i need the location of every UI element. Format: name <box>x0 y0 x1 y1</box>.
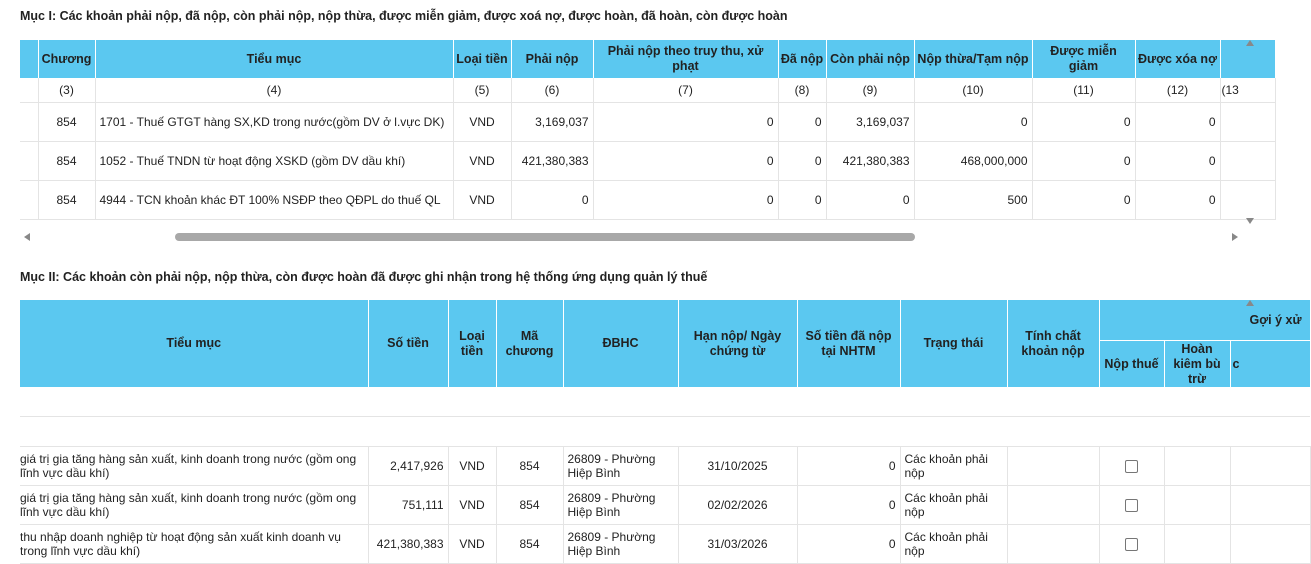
scroll-up-arrow-icon[interactable] <box>1246 300 1254 306</box>
cell-nop-thua: 468,000,000 <box>914 142 1032 181</box>
index-cell: (5) <box>453 78 511 103</box>
table-row <box>20 142 1275 181</box>
header-nop-thue[interactable]: Nộp thuế <box>1099 341 1164 388</box>
cell-phai-nop: 0 <box>511 181 593 220</box>
header-clipped-c: c <box>1230 341 1310 388</box>
cell-tieu-muc: giá trị gia tăng hàng sản xuất, kinh doanh trong nước (gồm ong lĩnh vực dầu khí) <box>20 486 368 525</box>
header-tinh-chat[interactable]: Tính chất khoản nộp <box>1007 300 1099 387</box>
cell-con-phai-nop: 0 <box>826 181 914 220</box>
cell-xoa-no: 0 <box>1135 181 1220 220</box>
index-cell: (13 <box>1220 78 1275 103</box>
cell-clipped <box>1230 525 1310 564</box>
section-1-table <box>20 40 1276 220</box>
index-cell: (3) <box>38 78 95 103</box>
section-1-table-container[interactable] <box>20 40 1242 220</box>
header-so-tien[interactable]: Số tiền <box>368 300 448 387</box>
cell-hoan-kiem-bu-tru <box>1164 525 1230 564</box>
cell-truy-thu: 0 <box>593 181 778 220</box>
cell-hoan-kiem-bu-tru <box>1164 486 1230 525</box>
cell-trang-thai: Các khoản phải nộp <box>900 525 1007 564</box>
row-cell-clipped <box>20 103 38 142</box>
cell-loai-tien: VND <box>448 525 496 564</box>
header-goi-y: Gợi ý xử <box>1099 300 1310 341</box>
section-1-header-row <box>20 40 1275 78</box>
cell-ma-chuong: 854 <box>496 525 563 564</box>
cell-chuong: 854 <box>38 103 95 142</box>
cell-so-tien: 2,417,926 <box>368 447 448 486</box>
blank-row <box>20 387 1310 417</box>
index-cell: (4) <box>95 78 453 103</box>
cell-so-tien-nhtm: 0 <box>797 447 900 486</box>
scroll-left-arrow-icon[interactable] <box>24 233 30 241</box>
table-row <box>20 447 1310 486</box>
section-2-title: Mục II: Các khoản còn phải nộp, nộp thừa, còn được hoàn đã được ghi nhận trong hệ thống ứng dụng quản lý thuế <box>20 270 708 284</box>
cell-tieu-muc: giá trị gia tăng hàng sản xuất, kinh doanh trong nước (gồm ong lĩnh vực dầu khí) <box>20 447 368 486</box>
cell-so-tien: 751,111 <box>368 486 448 525</box>
blank-row <box>20 417 1310 447</box>
scrollbar-thumb[interactable] <box>175 233 915 241</box>
cell-han-nop: 02/02/2026 <box>678 486 797 525</box>
cell-tieu-muc: 1052 - Thuế TNDN từ hoạt động XSKD (gồm DV dầu khí) <box>95 142 453 181</box>
cell-chuong: 854 <box>38 142 95 181</box>
header-loai-tien[interactable]: Loại tiền <box>448 300 496 387</box>
cell-nop-thue <box>1099 447 1164 486</box>
cell-so-tien-nhtm: 0 <box>797 486 900 525</box>
cell-dbhc: 26809 - Phường Hiệp Bình <box>563 447 678 486</box>
table-row <box>20 181 1275 220</box>
cell-tinh-chat <box>1007 486 1099 525</box>
section-2-table-container[interactable] <box>20 300 1302 563</box>
index-cell: (8) <box>778 78 826 103</box>
header-chuong[interactable]: Chương <box>38 40 95 78</box>
index-row <box>20 78 1275 103</box>
header-da-nop[interactable]: Đã nộp <box>778 40 826 78</box>
header-xoa-no[interactable]: Được xóa nợ <box>1135 40 1220 78</box>
header-loai-tien[interactable]: Loại tiền <box>453 40 511 78</box>
index-cell: (7) <box>593 78 778 103</box>
cell-truy-thu: 0 <box>593 103 778 142</box>
section-2-vertical-scrollbar[interactable] <box>1243 296 1257 563</box>
cell-tinh-chat <box>1007 525 1099 564</box>
header-con-phai-nop[interactable]: Còn phải nộp <box>826 40 914 78</box>
header-ma-chuong[interactable]: Mã chương <box>496 300 563 387</box>
header-tieu-muc[interactable]: Tiểu mục <box>95 40 453 78</box>
header-han-nop[interactable]: Hạn nộp/ Ngày chứng từ <box>678 300 797 387</box>
cell-ma-chuong: 854 <box>496 447 563 486</box>
cell-phai-nop: 421,380,383 <box>511 142 593 181</box>
table-row <box>20 525 1310 564</box>
cell-con-phai-nop: 421,380,383 <box>826 142 914 181</box>
section-1-vertical-scrollbar[interactable] <box>1243 36 1257 228</box>
cell-nop-thua: 500 <box>914 181 1032 220</box>
cell-so-tien: 421,380,383 <box>368 525 448 564</box>
header-nop-thua[interactable]: Nộp thừa/Tạm nộp <box>914 40 1032 78</box>
nop-thue-checkbox[interactable] <box>1125 460 1138 473</box>
cell-so-tien-nhtm: 0 <box>797 525 900 564</box>
cell-tieu-muc: thu nhập doanh nghiệp từ hoạt động sản xuất kinh doanh vụ trong lĩnh vực dầu khí) <box>20 525 368 564</box>
cell-clipped <box>1230 486 1310 525</box>
cell-mien-giam: 0 <box>1032 103 1135 142</box>
cell-trang-thai: Các khoản phải nộp <box>900 447 1007 486</box>
index-cell: (6) <box>511 78 593 103</box>
cell-loai-tien: VND <box>448 447 496 486</box>
cell-trang-thai: Các khoản phải nộp <box>900 486 1007 525</box>
index-cell: (10) <box>914 78 1032 103</box>
cell-mien-giam: 0 <box>1032 142 1135 181</box>
section-1-horizontal-scrollbar[interactable] <box>20 229 1242 245</box>
cell-phai-nop: 3,169,037 <box>511 103 593 142</box>
table-row <box>20 486 1310 525</box>
cell-mien-giam: 0 <box>1032 181 1135 220</box>
header-trang-thai[interactable]: Trạng thái <box>900 300 1007 387</box>
cell-con-phai-nop: 3,169,037 <box>826 103 914 142</box>
index-cell: (11) <box>1032 78 1135 103</box>
cell-hoan-kiem-bu-tru <box>1164 447 1230 486</box>
scroll-up-arrow-icon[interactable] <box>1246 40 1254 46</box>
cell-tieu-muc: 1701 - Thuế GTGT hàng SX,KD trong nước(gồm DV ở l.vực DK) <box>95 103 453 142</box>
cell-loai-tien: VND <box>453 181 511 220</box>
row-cell-clipped <box>20 181 38 220</box>
header-tieu-muc[interactable]: Tiểu mục <box>20 300 368 387</box>
cell-nop-thua: 0 <box>914 103 1032 142</box>
cell-dbhc: 26809 - Phường Hiệp Bình <box>563 486 678 525</box>
header-mien-giam[interactable]: Được miễn giảm <box>1032 40 1135 78</box>
header-hoan-kiem-bu-tru[interactable]: Hoàn kiêm bù trừ <box>1164 341 1230 388</box>
cell-xoa-no: 0 <box>1135 142 1220 181</box>
row-cell-clipped <box>20 142 38 181</box>
header-so-tien-nhtm[interactable]: Số tiền đã nộp tại NHTM <box>797 300 900 387</box>
cell-loai-tien: VND <box>448 486 496 525</box>
scroll-right-arrow-icon[interactable] <box>1232 233 1238 241</box>
cell-nop-thue <box>1099 525 1164 564</box>
cell-truy-thu: 0 <box>593 142 778 181</box>
scroll-down-arrow-icon[interactable] <box>1246 218 1254 224</box>
cell-xoa-no: 0 <box>1135 103 1220 142</box>
cell-han-nop: 31/03/2026 <box>678 525 797 564</box>
nop-thue-checkbox[interactable] <box>1125 538 1138 551</box>
index-cell: (12) <box>1135 78 1220 103</box>
cell-clipped <box>1230 447 1310 486</box>
index-cell: (9) <box>826 78 914 103</box>
index-cell <box>20 78 38 103</box>
cell-da-nop: 0 <box>778 142 826 181</box>
cell-tieu-muc: 4944 - TCN khoản khác ĐT 100% NSĐP theo QĐPL do thuế QL <box>95 181 453 220</box>
header-cell-clipped <box>20 40 38 78</box>
cell-chuong: 854 <box>38 181 95 220</box>
header-dbhc[interactable]: ĐBHC <box>563 300 678 387</box>
table-row <box>20 103 1275 142</box>
cell-han-nop: 31/10/2025 <box>678 447 797 486</box>
cell-dbhc: 26809 - Phường Hiệp Bình <box>563 525 678 564</box>
section-2-header-row <box>20 300 1310 341</box>
cell-nop-thue <box>1099 486 1164 525</box>
cell-da-nop: 0 <box>778 103 826 142</box>
cell-ma-chuong: 854 <box>496 486 563 525</box>
cell-loai-tien: VND <box>453 142 511 181</box>
cell-da-nop: 0 <box>778 181 826 220</box>
nop-thue-checkbox[interactable] <box>1125 499 1138 512</box>
section-1-title: Mục I: Các khoản phải nộp, đã nộp, còn phải nộp, nộp thừa, được miễn giảm, được xoá nợ, được hoàn, đã hoàn, còn được hoàn <box>20 9 788 23</box>
section-2-table <box>20 300 1311 564</box>
cell-loai-tien: VND <box>453 103 511 142</box>
cell-tinh-chat <box>1007 447 1099 486</box>
header-truy-thu[interactable]: Phải nộp theo truy thu, xử phạt <box>593 40 778 78</box>
header-phai-nop[interactable]: Phải nộp <box>511 40 593 78</box>
